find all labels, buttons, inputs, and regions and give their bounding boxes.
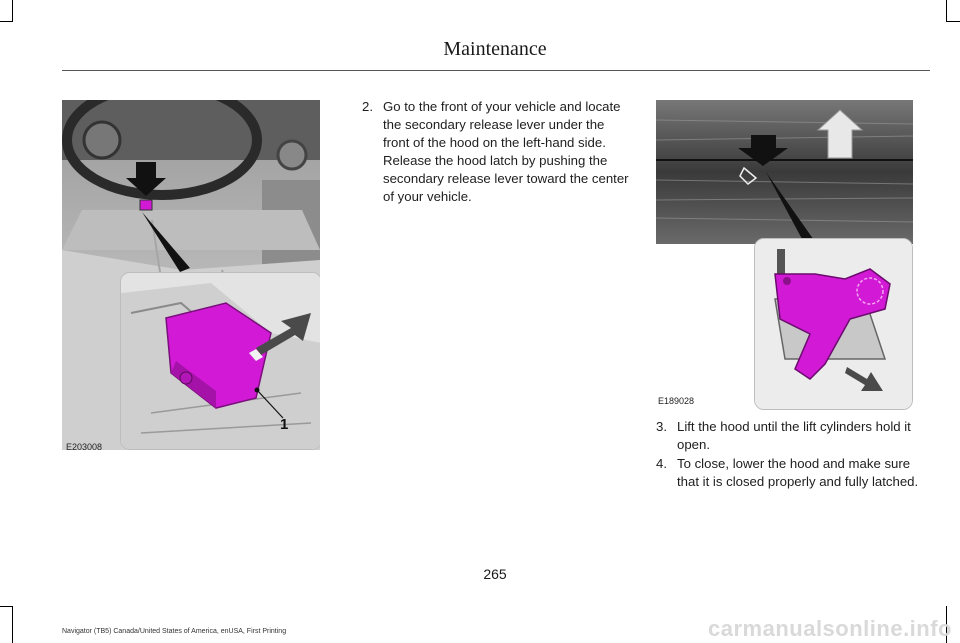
page-title: Maintenance — [443, 38, 547, 60]
step-number: 3. — [656, 419, 667, 434]
crop-mark — [0, 606, 12, 607]
figure-hood-latch — [656, 100, 913, 410]
figure-code-right: E189028 — [658, 396, 695, 406]
step-text: To close, lower the hood and make sure that it is closed properly and fully latched. — [677, 456, 919, 489]
step-3 — [656, 418, 928, 454]
step-text: Go to the front of your vehicle and locate the secondary release lever under the front of the hood on the left-hand side. Release the hood latch by pushing the secondary release lever toward the center of your vehicle. — [383, 99, 629, 204]
callout-number: 1 — [280, 416, 289, 433]
step-number: 2. — [362, 99, 373, 114]
header-rule — [62, 70, 930, 71]
figure-code-left: E203008 — [66, 442, 103, 452]
step-number: 4. — [656, 456, 667, 471]
page-number: 265 — [483, 566, 507, 582]
watermark: carmanualsonline.info — [708, 616, 952, 641]
step-2 — [362, 98, 634, 206]
edition-footer: Navigator (TB5) Canada/United States of America, enUSA, First Printing — [62, 628, 287, 635]
step-text: Lift the hood until the lift cylinders hold it open. — [677, 419, 911, 452]
crop-mark — [0, 21, 12, 22]
crop-mark — [12, 0, 13, 22]
latch-detail-illustration — [755, 239, 912, 409]
lever-detail-inset — [120, 272, 320, 450]
figure-hood-release-lever — [62, 100, 320, 450]
crop-mark — [947, 21, 960, 22]
crop-mark — [12, 606, 13, 643]
latch-detail-inset — [754, 238, 913, 410]
step-4 — [656, 455, 928, 491]
crop-mark — [946, 0, 947, 22]
lever-detail-illustration — [121, 273, 320, 449]
